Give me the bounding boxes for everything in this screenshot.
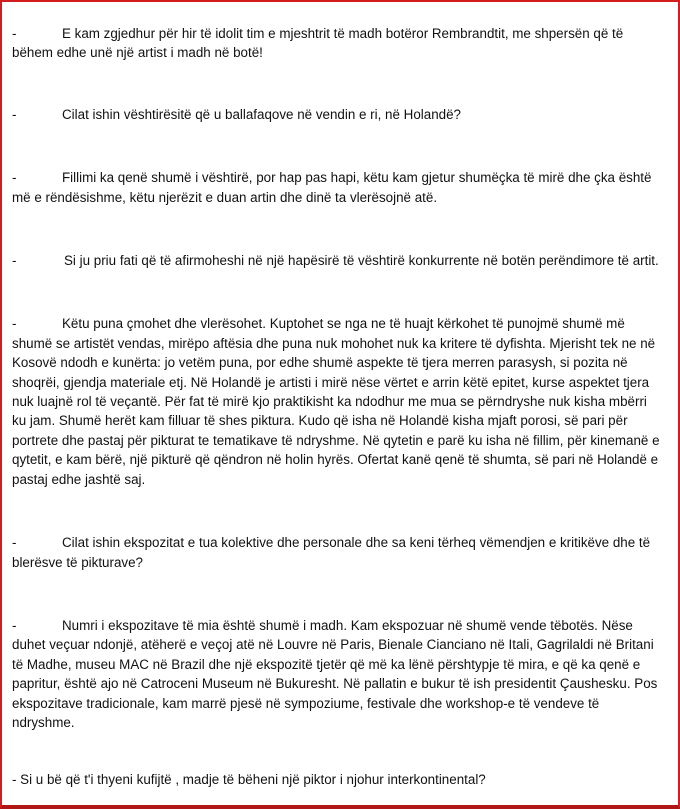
document-body bbox=[12, 24, 662, 790]
paragraph-gap bbox=[12, 63, 662, 105]
dash-marker: - bbox=[12, 316, 17, 332]
paragraph-answer-1 bbox=[12, 24, 662, 63]
paragraph-text: Numri i ekspozitave të mia është shumë i madh. Kam ekspozuar në shumë vende tëbotës. Nëse duhet veçuar ndonjë, atëherë e veçoj atë në Louvre në Paris, Bienale Cianciano në Itali, Gagrilaldi në Britani të Madhe, museu MAC në Brazil dhe një ekspozitë tjetër që më ka lënë përshtypje të mira, e që ka qenë e papritur, është ajo në Catroceni Museum në Bukuresht. Në pallatin e bukur të ish presidentit Çaushesku. Pos ekspozitave tradicionale, kam marrë pjesë në sympoziume, festivale dhe workshop-e të vendeve të ndryshme. bbox=[12, 617, 658, 730]
dash-marker: - bbox=[12, 535, 17, 551]
paragraph-question-4 bbox=[12, 770, 662, 789]
paragraph-text: Cilat ishin ekspozitat e tua kolektive dhe personale dhe sa keni tërheq vëmendjen e kritikëve dhe të blerësve të pikturave? bbox=[12, 535, 651, 570]
paragraph-gap bbox=[12, 207, 662, 251]
paragraph-gap bbox=[12, 489, 662, 533]
dash-marker: - bbox=[12, 106, 17, 122]
paragraph-gap bbox=[12, 572, 662, 616]
paragraph-text: Fillimi ka qenë shumë i vështirë, por hap pas hapi, këtu kam gjetur shumëçka të mirë dhe çka është më e rëndësishme, këtu njerëzit e duan artin dhe dinë ta vlerësojnë atë. bbox=[12, 170, 652, 205]
paragraph-answer-2 bbox=[12, 168, 662, 207]
paragraph-text: Këtu puna çmohet dhe vlerësohet. Kuptohet se nga ne të huajt kërkohet të punojmë shumë më shumë se artistët vendas, mirëpo aftësia dhe puna nuk mohohet nuk ka kritere të dyfishta. Mjerisht tek ne në Kosovë ndodh e kunërta: jo vetëm puna, por edhe shumë aspekte të tjera merren parasysh, si pozita në shoqrëi, gjendja materiale etj. Në Holandë je artisti i mirë nëse vërtet e arrin këtë epitet, kurse aspektet tjera nuk luajnë rol të veçantë. Për fat të mirë kjo praktikisht ka ndodhur me mua se përndryshe nuk kisha mbërri ku jam. Shumë herët kam filluar të shes piktura. Kudo që isha në Holandë kisha mjaft porosi, së pari për portrete dhe pastaj për pikturat te tematikave të ndryshme. Në qytetin e parë ku isha në fillim, për kinemanë e qytetit, e kam bërë, një pikturë që qëndron në holin hyrës. Ofertat kanë qenë të shumta, së pari në Holandë e pastaj edhe jashtë saj. bbox=[12, 316, 660, 487]
paragraph-gap bbox=[12, 124, 662, 168]
paragraph-text: Cilat ishin vështirësitë që u ballafaqove në vendin e ri, në Holandë? bbox=[62, 106, 461, 122]
paragraph-gap bbox=[12, 732, 662, 770]
paragraph-answer-4 bbox=[12, 616, 662, 732]
paragraph-answer-3 bbox=[12, 314, 662, 489]
dash-marker: - bbox=[12, 253, 17, 269]
paragraph-question-2 bbox=[12, 251, 662, 270]
paragraph-question-3 bbox=[12, 533, 662, 572]
dash-marker: - bbox=[12, 26, 17, 41]
dash-marker: - bbox=[12, 170, 17, 186]
paragraph-question-1 bbox=[12, 105, 662, 124]
paragraph-text: Si ju priu fati që të afirmoheshi në një hapësirë të vështirë konkurrente në botën perëndimore të artit. bbox=[64, 253, 659, 269]
paragraph-gap bbox=[12, 270, 662, 314]
dash-marker: - bbox=[12, 617, 17, 633]
paragraph-text: E kam zgjedhur për hir të idolit tim e mjeshtrit të madh botëror Rembrandtit, me shpersën që të bëhem edhe unë një artist i madh në botë! bbox=[12, 26, 624, 61]
paragraph-text: - Si u bë që t'i thyeni kufijtë , madje të bëheni një piktor i njohur interkontinental? bbox=[12, 772, 486, 788]
